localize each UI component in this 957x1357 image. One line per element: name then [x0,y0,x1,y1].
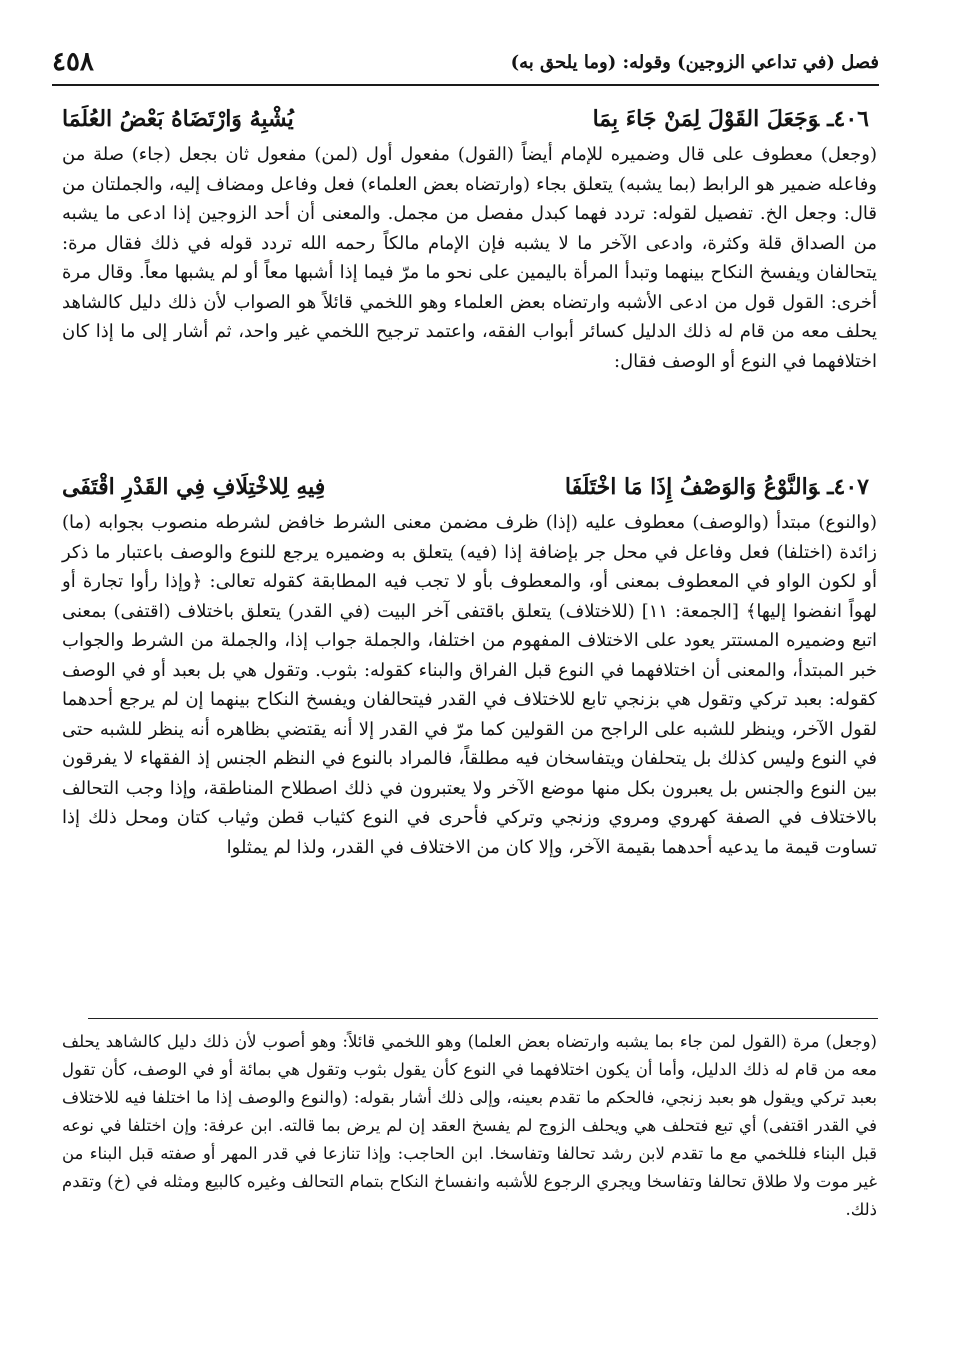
verse-407-hemistich-2: فِيهِ لِلاخْتِلَافِ فِي القَدْرِ اقْتَفَى [62,474,326,500]
verse-406-hemistich-2: يُشْبِهُ وَارْتَضَاهُ بَعْضُ العُلَمَا [62,106,294,132]
verse-406-hemistich-1 [593,106,869,132]
verse-407 [62,468,869,506]
verse-407-number: ٤٠٧ـ [827,474,869,500]
footnote-text: (وجعل) مرة (القول لمن جاء بما يشبه وارتضاه بعض العلما) وهو اللخمي قائلاً: وهو أصوب لأن ذلك دليل كالشاهد يحلف معه من قام له ذلك الدليل، وأما أن يكون اختلافهما في النوع كأن يقول بثوب وتقول هي بمائة أو في الوصف، كأن تقول بعبد تركي ويقول هو بعبد زنجي، فالحكم ما تقدم بعينه، وإلى ذلك أشار بقوله: (والنوع والوصف إذا ما اختلفا فيه للاختلاف في القدر اقتفى) أي تبع فتحلف هي ويحلف الزوج لم يفسخ العقد إن لم يرض بما قالته. ابن عرفة: وإن اختلفا في نوعه قبل البناء فللخمي مع ما تقدم لابن رشد تحالفا وتفاسخا. ابن الحاجب: وإذا تنازعا في قدر المهر أو صفته قبل البناء من غير موت ولا طلاق تحالفا وتفاسخا ويجري الرجوع للأشبه وانفساخ النكاح بتمام التحالف وغيره كالبيع ومثله في (خ) وتقدم ذلك. [62,1032,877,1219]
footnote [62,1028,877,1224]
commentary-407 [62,508,877,862]
commentary-406-text: (وجعل) معطوف على قال وضميره للإمام أيضاً (القول) مفعول أول (لمن) مفعول ثان بجعل (جاء) صلة من وفاعله ضمير هو الرابط (بما يشبه) يتعلق بجاء (وارتضاه بعض العلماء) فعل وفاعل ومضاف إليه، والجملتان من قال: وجعل الخ. تفصيل لقوله: تردد فهما كبدل مفصل من مجمل. والمعنى أن أحد الزوجين إذا ادعى ما يشبه من الصداق قلة وكثرة، وادعى الآخر ما لا يشبه فإن الإمام مالكاً رحمه الله تردد قوله في ذلك فقال مرة: يتحالفان ويفسخ النكاح بينهما وتبدأ المرأة باليمين على نحو ما مرّ فيما إذا أشبها معاً أو لم يشبها معاً. وقال مرة أخرى: القول قول من ادعى الأشبه وارتضاه بعض العلماء وهو اللخمي قائلاً هو الصواب لأن ذلك دليل كالشاهد يحلف معه من قام له ذلك الدليل كسائر أبواب الفقه، واعتمد ترجيح اللخمي غير واحد، ثم أشار إلى ما إذا كان اختلافهما في النوع أو الوصف فقال: [62,144,877,372]
running-title: فصل (في تداعي الزوجين) وقوله: (وما يلحق به) [510,51,879,73]
page-number: ٤٥٨ [52,47,94,77]
commentary-406 [62,140,877,376]
verse-407-hemistich-1 [565,474,869,500]
verse-406-number: ٤٠٦ـ [827,106,869,132]
verse-407-first-half: وَالنَّوْعُ وَالوَصْفُ إِذَا مَا اخْتَلَفَا [564,474,820,500]
footnote-divider [88,1018,878,1019]
page-header [52,40,879,86]
commentary-407-text: (والنوع) مبتدأ (والوصف) معطوف عليه (إذا) ظرف مضمن معنى الشرط خافض لشرطه منصوب بجوابه (ما) زائدة (اختلفا) فعل وفاعل في محل جر بإضافة إذا (فيه) يتعلق به وضميره يرجع للنوع والوصف باعتبار ما ذكر أو لكون الواو في المعطوف بمعنى أو، والمعطوف بأو لا تجب فيه المطابقة كقوله تعالى: ﴿وإذا رأوا تجارة أو لهواً انفضوا إليها﴾ [الجمعة: ١١] (للاختلاف) يتعلق باقتفى آخر البيت (في القدر) يتعلق باختلاف (اقتفى) بمعنى اتبع وضميره المستتر يعود على الاختلاف المفهوم من اختلفا، والجملة جواب إذا، والجملة من الشرط والجواب خبر المبتدأ، والمعنى أن اختلافهما في النوع قبل الفراق والبناء كقوله: بثوب. وتقول هي بل بعبد أو في الوصف كقوله: بعبد تركي وتقول هي بزنجي تابع للاختلاف في القدر فيتحالفان ويفسخ النكاح بينهما إن لم يرجع أحدهما لقول الآخر، وينظر للشبه على الراجح من القولين كما مرّ في القدر إلا أنه يقتضي بظاهره أنه ينظر للشبه حتى في النوع وليس كذلك بل يتحلفان ويتفاسخان فيه مطلقاً، فالمراد بالنوع في النظم الجنس إذ الفقهاء لا يفرقون بين النوع والجنس بل يعبرون بكل منها موضع الآخر ولا يعتبرون في ذلك اصطلاح المناطقة، وإذا وجب التحالف بالاختلاف في الصفة كهروي ومروي وزنجي وتركي فأحرى في النوع كثياب قطن وثياب كتان ومحل ذلك إذا تساوت قيمة ما يدعيه أحدهما بقيمة الآخر، وإلا كان من الاختلاف في القدر، ولذا لم يمثلوا [62,512,877,858]
verse-406 [62,100,869,138]
verse-406-first-half: وَجَعَلَ القَوْلَ لِمَنْ جَاءَ بِمَا [592,106,820,132]
